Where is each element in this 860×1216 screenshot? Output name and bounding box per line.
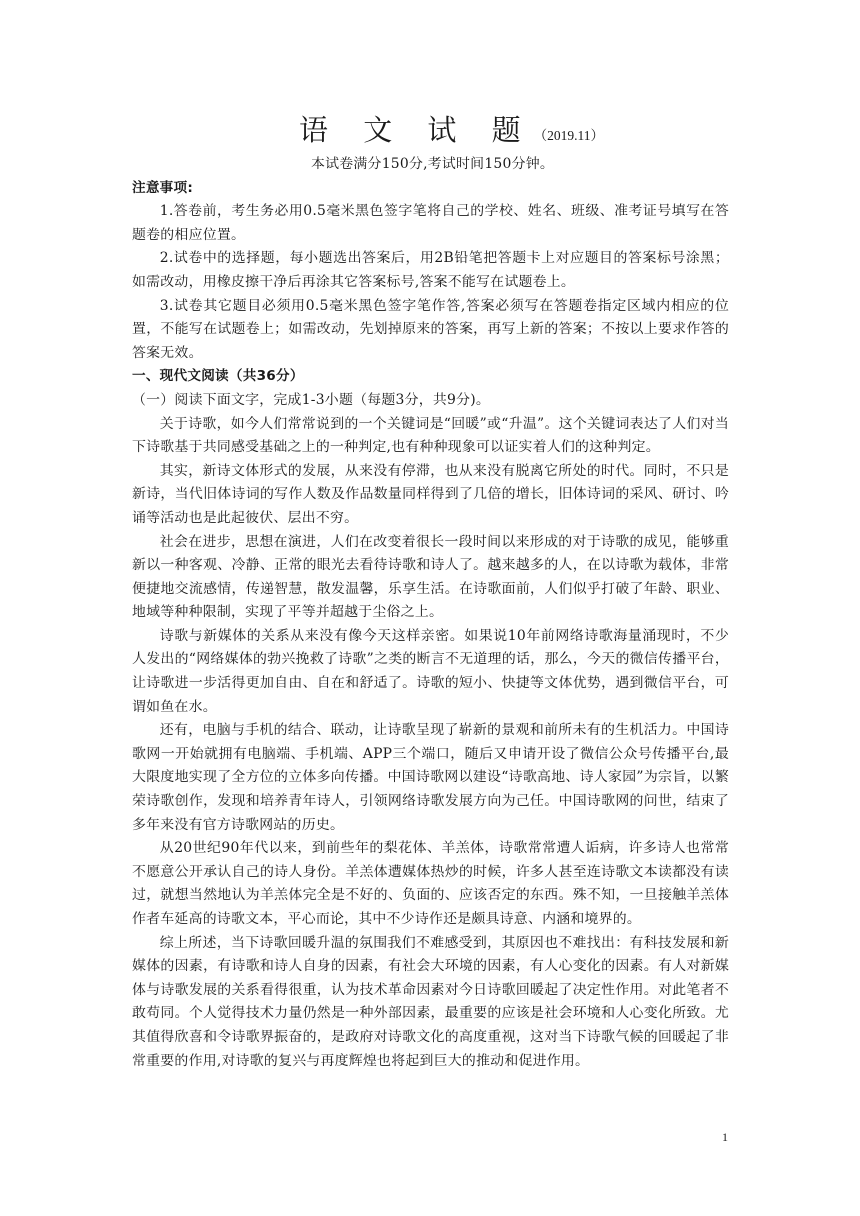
notice-item: 3.试卷其它题目必须用0.5毫米黑色签字笔作答,答案必须写在答题卷指定区域内相应的位置，不能写在试题卷上；如需改动，先划掉原来的答案，再写上新的答案；不按以上要求作答的答案无效。: [132, 297, 729, 361]
page-title: 语 文 试 题: [298, 113, 534, 147]
article-paragraph: 关于诗歌，如今人们常常说到的一个关键词是“回暖”或“升温”。这个关键词表达了人们对当下诗歌基于共同感受基础之上的一种判定,也有种种现象可以证实着人们的这种判定。: [132, 415, 729, 456]
article-paragraph: 从20世纪90年代以来，到前些年的梨花体、羊羔体，诗歌常常遭人诟病，许多诗人也常常不愿意公开承认自己的诗人身份。羊羔体遭媒体热炒的时候，许多人甚至连诗歌文本读都没有读过，就想当然地认为羊羔体完全是不好的、负面的、应该否定的东西。殊不知，一旦接触羊羔体作者车延高的诗歌文本，平心而论，其中不少诗作还是颇具诗意、内涵和境界的。: [132, 840, 729, 927]
section-heading: 一、现代文阅读（共36分）: [132, 368, 304, 385]
notice-item: 1.答卷前，考生务必用0.5毫米黑色签字笔将自己的学校、姓名、班级、准考证号填写在答题卷的相应位置。: [132, 203, 729, 243]
article-paragraph: 还有，电脑与手机的结合、联动，让诗歌呈现了崭新的景观和前所未有的生机活力。中国诗歌网一开始就拥有电脑端、手机端、APP三个端口，随后又申请开设了微信公众号传播平台,最大限度地实现了全方位的立体多向传播。中国诗歌网以建设“诗歌高地、诗人家园”为宗旨，以繁荣诗歌创作，发现和培养青年诗人，引领网络诗歌发展方向为己任。中国诗歌网的问世，结束了多年来没有官方诗歌网站的历史。: [132, 722, 729, 833]
sub-section-heading: （一）阅读下面文字，完成1-3小题（每题3分，共9分)。: [132, 391, 491, 408]
title-row: [132, 108, 729, 152]
notice-item: 2.试卷中的选择题，每小题选出答案后，用2B铅笔把答题卡上对应题目的答案标号涂黑；如需改动，用橡皮擦干净后再涂其它答案标号,答案不能写在试题卷上。: [132, 250, 729, 290]
exam-subtitle: 本试卷满分150分,考试时间150分钟。: [310, 156, 555, 172]
article-paragraph: 其实，新诗文体形式的发展，从来没有停滞，也从来没有脱离它所处的时代。同时，不只是新诗，当代旧体诗词的写作人数及作品数量同样得到了几倍的增长，旧体诗词的采风、研讨、吟诵等活动也是此起彼伏、层出不穷。: [132, 462, 729, 526]
article-paragraph: 诗歌与新媒体的关系从来没有像今天这样亲密。如果说10年前网络诗歌海量涌现时，不少人发出的“网络媒体的勃兴挽救了诗歌”之类的断言不无道理的话，那么，今天的微信传播平台，让诗歌进一步活得更加自由、自在和舒适了。诗歌的短小、快捷等文体优势，遇到微信平台，可谓如鱼在水。: [132, 627, 729, 715]
notice-heading: 注意事项:: [132, 179, 194, 196]
article-paragraph: 综上所述，当下诗歌回暖升温的氛围我们不难感受到，其原因也不难找出：有科技发展和新媒体的因素，有诗歌和诗人自身的因素，有社会大环境的因素，有人心变化的因素。有人对新媒体与诗歌发展的关系看得很重，认为技术革命因素对今日诗歌回暖起了决定性作用。对此笔者不敢苟同。个人觉得技术力量仍然是一种外部因素，最重要的应该是社会环境和人心变化所致。尤其值得欣喜和令诗歌界振奋的，是政府对诗歌文化的高度重视，这对当下诗歌气候的回暖起了非常重要的作用,对诗歌的复兴与再度辉煌也将起到巨大的推动和促进作用。: [132, 934, 729, 1069]
page-content: [132, 108, 729, 1073]
page-number: 1: [722, 1130, 728, 1144]
exam-date: （2019.11）: [533, 128, 605, 143]
article-paragraph: 社会在进步，思想在演进，人们在改变着很长一段时间以来形成的对于诗歌的成见，能够重新以一种客观、冷静、正常的眼光去看待诗歌和诗人了。越来越多的人，在以诗歌为载体，非常便捷地交流感情，传递智慧，散发温馨，乐享生活。在诗歌面前，人们似乎打破了年龄、职业、地域等种种限制，实现了平等并超越于尘俗之上。: [132, 533, 729, 621]
